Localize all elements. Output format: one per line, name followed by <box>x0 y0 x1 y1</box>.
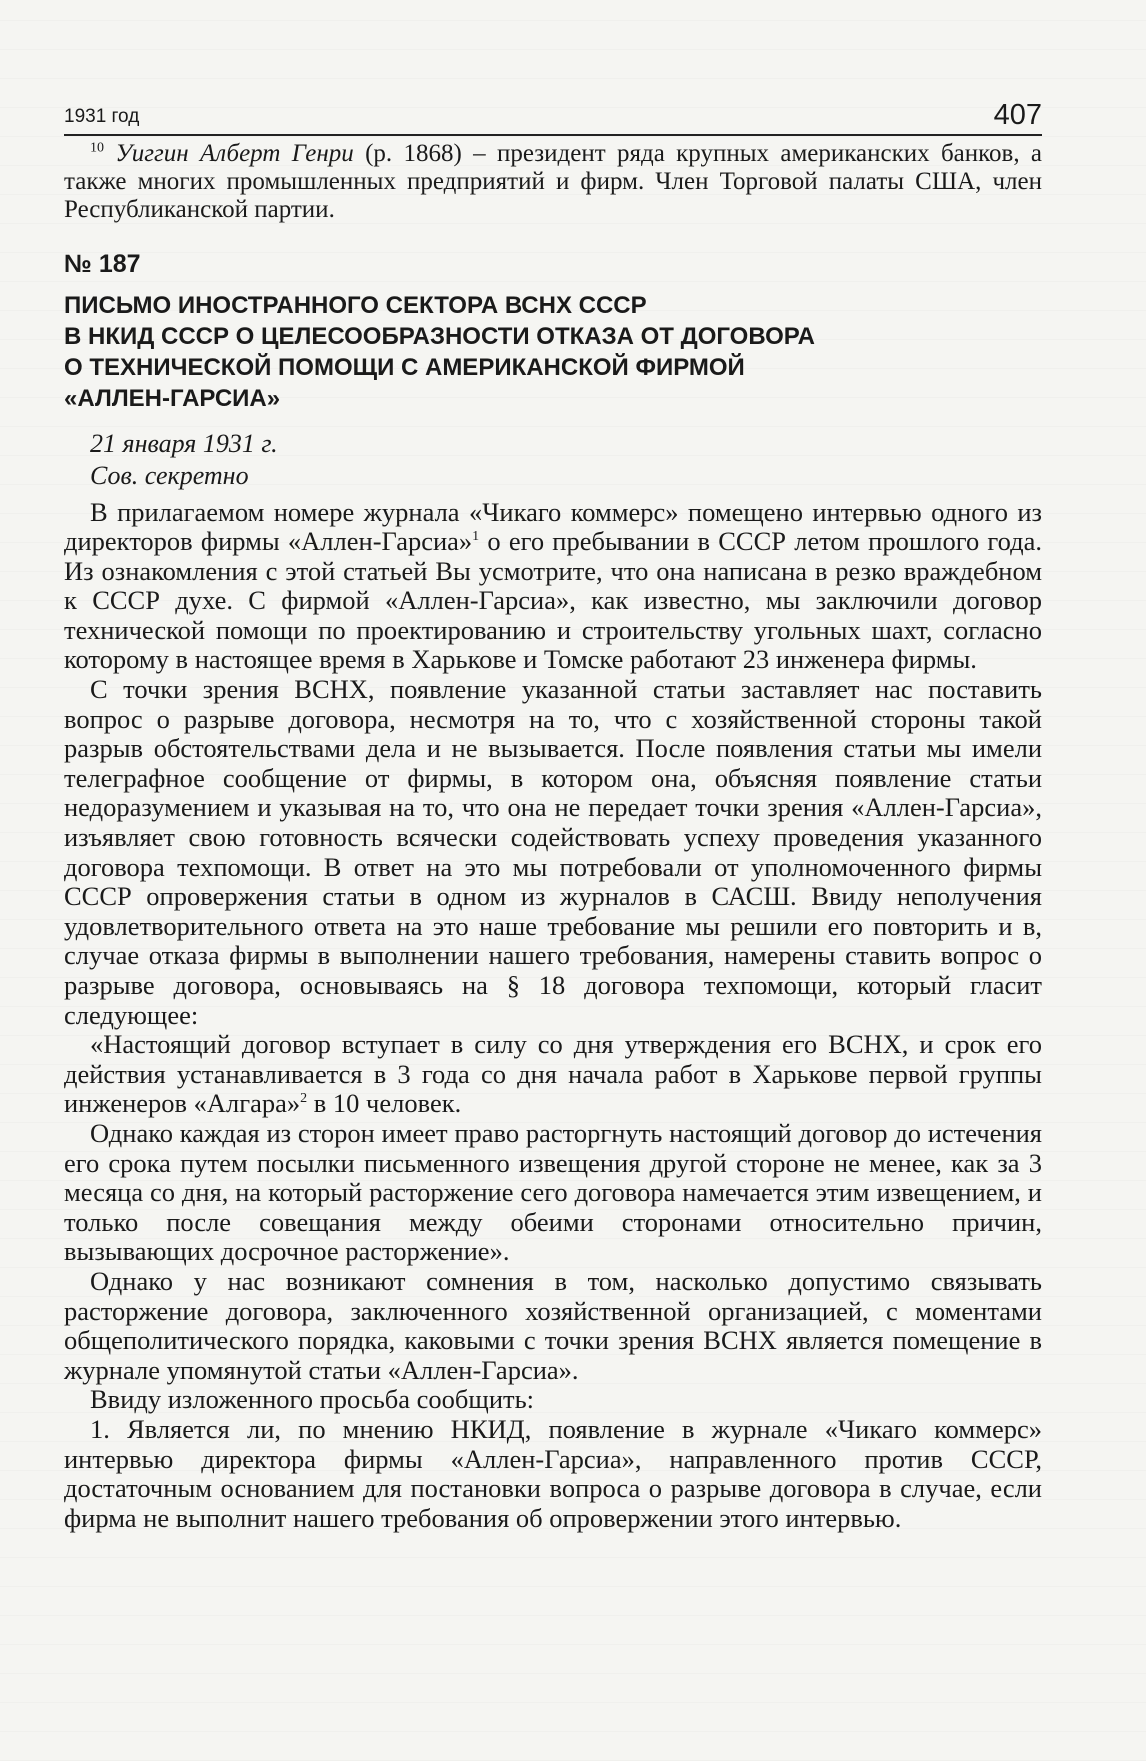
document-title-line: О ТЕХНИЧЕСКОЙ ПОМОЩИ С АМЕРИКАНСКОЙ ФИРМОЙ <box>64 353 745 381</box>
paragraph-6: Ввиду изложенного просьба сообщить: <box>90 1384 535 1415</box>
paragraph-5: Однако у нас возникают сомнения в том, насколько допустимо связывать расторжение договора, заключенного хозяйственной организацией, с моментами общеполитического порядка, каковыми с точки зрения ВСНХ является помещение в журнале упомянутой статьи «Аллен-Гарсиа». <box>64 1265 1042 1385</box>
page-header <box>64 94 1042 136</box>
paragraph-3-part-b: в 10 человек. <box>307 1088 462 1119</box>
list-item-1: 1. Является ли, по мнению НКИД, появление в журнале «Чикаго коммерс» интервью директора фирмы «Аллен-Гарсиа», направленного против СССР, достаточным основанием для постановки вопроса о разрыве договора в случае, если фирма не выполнит нашего требования об опровержении этого интервью. <box>64 1413 1042 1533</box>
paragraph-3-quote <box>64 1030 1042 1119</box>
page-number: 407 <box>993 99 1042 131</box>
footnote-name: Уиггин Алберт Генри <box>115 140 354 167</box>
paragraph-1 <box>64 498 1042 676</box>
page-content <box>64 140 1042 1533</box>
document-title-line: В НКИД СССР О ЦЕЛЕСООБРАЗНОСТИ ОТКАЗА ОТ ДОГОВОРА <box>64 322 815 350</box>
document-number: № 187 <box>64 250 141 278</box>
document-classification: Сов. секретно <box>90 460 249 490</box>
paragraph-1-part-a: В прилагаемом номере журнала «Чикаго коммерс» помещено интервью одного из директоров фирмы «Аллен-Гарсиа» <box>64 496 1042 557</box>
footnote-ref-1: 1 <box>472 529 480 545</box>
footnote <box>64 140 1042 224</box>
document-title-line: ПИСЬМО ИНОСТРАННОГО СЕКТОРА ВСНХ СССР <box>64 291 647 319</box>
footnote-number: 10 <box>90 140 104 156</box>
paragraph-2: С точки зрения ВСНХ, появление указанной статьи заставляет нас поставить вопрос о разрыве договора, несмотря на то, что с хозяйственной стороны такой разрыв обстоятельствами дела и не вызывается. После появления статьи мы имели телеграфное сообщение от фирмы, в котором она, объясняя появление статьи недоразумением и указывая на то, что она не передает точки зрения «Аллен-Гарсиа», изъявляет свою готовность всячески содействовать успеху проведения указанного договора техпомощи. В ответ на это мы потребовали от уполномоченного фирмы СССР опровержения статьи в одном из журналов в САСШ. Ввиду неполучения удовлетворительного ответа на это наше требование мы решили его повторить и в, случае отказа фирмы в выполнении нашего требования, намерены ставить вопрос о разрыве договора, основываясь на § 18 договора техпомощи, который гласит следующее: <box>64 674 1042 1030</box>
paragraph-4-quote: Однако каждая из сторон имеет право расторгнуть настоящий договор до истечения его срока путем посылки письменного извещения другой стороне не менее, как за 3 месяца со дня, на который расторжение сего договора намечается этим извещением, и только после совещания между обеими сторонами относительно причин, вызывающих досрочное расторжение». <box>64 1117 1042 1267</box>
document-meta <box>90 428 1042 492</box>
footnote-text: (р. 1868) – президент ряда крупных американских банков, а также многих промышленных предприятий и фирм. Член Торговой палаты США, член Республиканской партии. <box>64 140 1043 223</box>
running-head: 1931 год <box>64 106 140 127</box>
paragraph-3-part-a: «Настоящий договор вступает в силу со дня утверждения его ВСНХ, и срок его действия устанавливается в 3 года со дня начала работ в Харькове первой группы инженеров «Алгара» <box>64 1029 1042 1119</box>
document-title <box>64 290 1042 414</box>
document-title-line: «АЛЛЕН-ГАРСИА» <box>64 384 281 412</box>
paragraph-1-part-b: о его пребывании в СССР летом прошлого года. Из ознакомления с этой статьей Вы усмотрите, что она написана в резко враждебном к СССР духе. С фирмой «Аллен-Гарсиа», как известно, мы заключили договор технической помощи по проектированию и строительству угольных шахт, согласно которому в настоящее время в Харькове и Томске работают 23 инженера фирмы. <box>64 526 1042 675</box>
footnote-ref-2: 2 <box>300 1091 308 1107</box>
document-date: 21 января 1931 г. <box>90 428 278 458</box>
